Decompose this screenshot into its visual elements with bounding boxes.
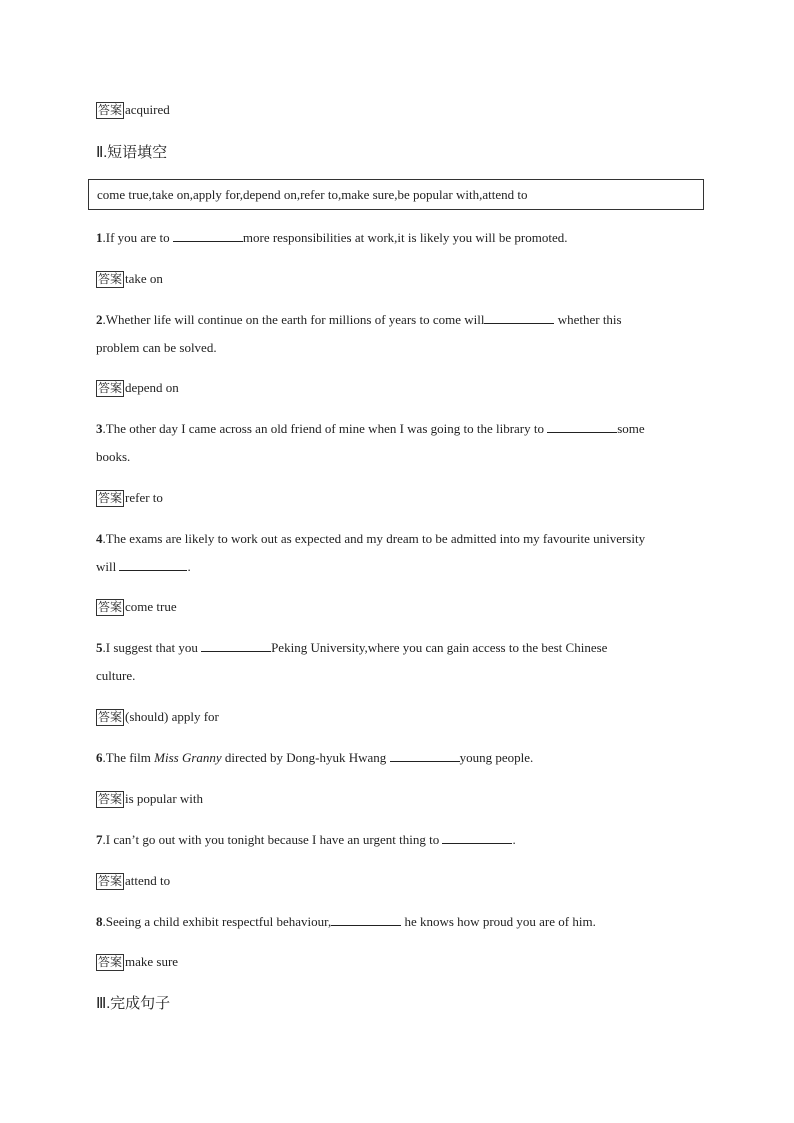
question-number: 6 [96,750,103,765]
question-4-cont [96,558,191,576]
question-3 [96,420,645,438]
word-box: come true,take on,apply for,depend on,refer to,make sure,be popular with,attend to [88,179,704,210]
question-number: 4 [96,531,103,546]
question-number: 8 [96,914,103,929]
question-text: . [187,559,191,574]
answer-tag: 答案 [98,792,123,806]
answer-tag: 答案 [98,103,123,117]
question-5 [96,639,607,657]
answer-tag: 答案 [98,491,123,505]
section-numeral: Ⅲ. [96,996,111,1012]
question-text: will [96,559,120,574]
answer-text: acquired [125,102,170,117]
answer-line-prev [96,101,170,119]
answer-line-4 [96,598,177,616]
answer-tag: 答案 [98,600,123,614]
answer-text: come true [125,599,177,614]
question-text: .I can’t go out with you tonight because I have an urgent thing to [102,832,443,847]
question-text: whether this [554,312,622,327]
question-2 [96,311,622,329]
blank [484,311,554,324]
answer-text: is popular with [125,791,204,806]
question-4 [96,530,645,548]
question-text: .The exams are likely to work out as expected and my dream to be admitted into my favourite university [102,531,646,546]
answer-tag: 答案 [98,381,123,395]
answer-tag: 答案 [98,710,123,724]
answer-tag: 答案 [98,272,123,286]
answer-line-7 [96,872,170,890]
question-number: 1 [96,230,103,245]
answer-text: (should) apply for [125,709,219,724]
blank [331,913,401,926]
answer-text: refer to [125,490,163,505]
answer-line-2 [96,379,179,397]
question-text: directed by Dong-hyuk Hwang [221,750,390,765]
section-heading-3 [96,994,170,1013]
blank [201,639,271,652]
question-text: Peking University,where you can gain access to the best Chinese [271,640,608,655]
question-3-cont: books. [96,449,131,464]
answer-tag: 答案 [98,955,123,969]
answer-text: attend to [125,873,171,888]
question-1 [96,229,567,247]
question-text: more responsibilities at work,it is likely you will be promoted. [242,230,568,245]
question-2-cont: problem can be solved. [96,340,217,355]
question-5-cont: culture. [96,668,136,683]
answer-line-5 [96,708,219,726]
section-title: 短语填空 [107,143,168,161]
answer-text: take on [125,271,163,286]
question-7 [96,831,516,849]
section-heading-2 [96,143,167,162]
question-number: 2 [96,312,103,327]
answer-tag: 答案 [98,874,123,888]
question-text: .Whether life will continue on the earth for millions of years to come will [102,312,485,327]
question-text: some [617,421,645,436]
answer-line-6 [96,790,203,808]
blank [119,558,187,571]
question-number: 7 [96,832,103,847]
question-text: .I suggest that you [102,640,202,655]
question-8 [96,913,596,931]
blank [390,749,460,762]
section-title: 完成句子 [110,994,171,1012]
question-text: .If you are to [102,230,173,245]
question-number: 5 [96,640,103,655]
question-6 [96,749,533,767]
answer-line-3 [96,489,163,507]
answer-line-8 [96,953,178,971]
answer-line-1 [96,270,163,288]
blank [442,831,512,844]
section-numeral: Ⅱ. [96,145,108,161]
question-text: . [512,832,516,847]
question-text: .Seeing a child exhibit respectful behaviour, [102,914,332,929]
film-title: Miss Granny [154,750,222,765]
question-text: he knows how proud you are of him. [401,914,596,929]
question-text: young people. [459,750,534,765]
answer-text: depend on [125,380,179,395]
blank [547,420,617,433]
question-text: .The other day I came across an old friend of mine when I was going to the library to [102,421,548,436]
question-text: .The film [102,750,155,765]
answer-text: make sure [125,954,179,969]
blank [173,229,243,242]
question-number: 3 [96,421,103,436]
